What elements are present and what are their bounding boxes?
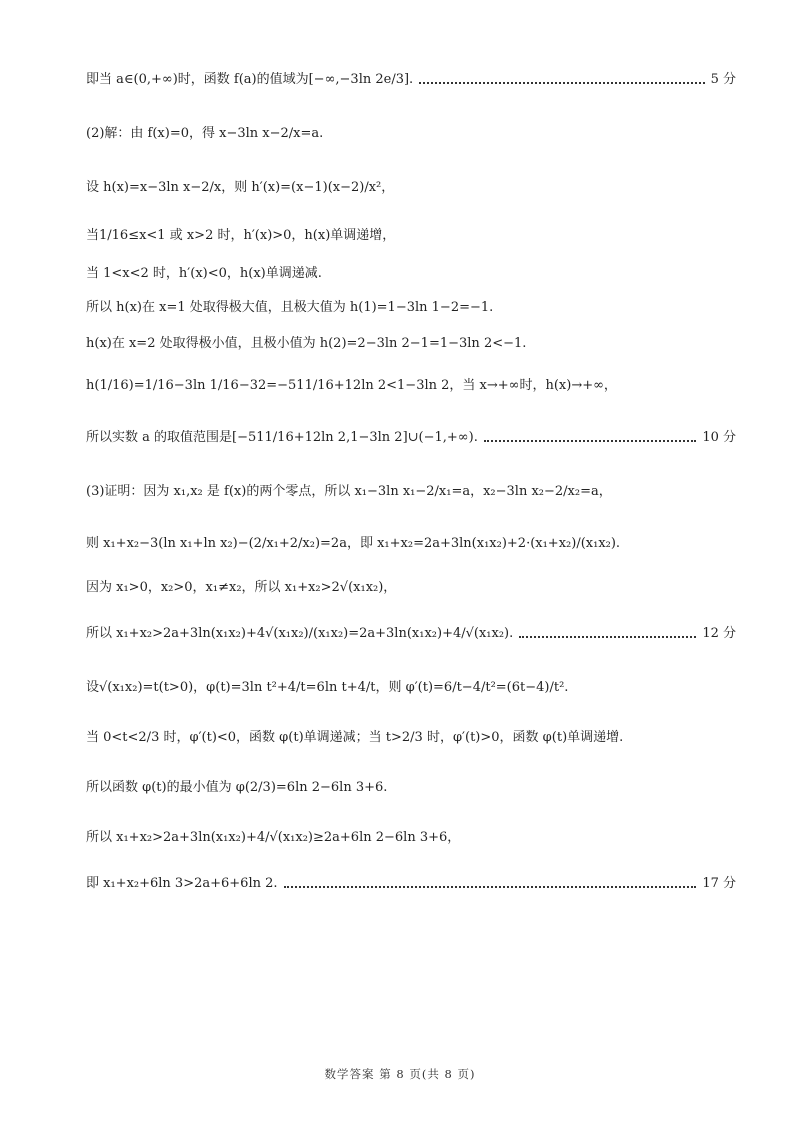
solution-line-4: [86, 226, 736, 246]
solution-line-14: [86, 678, 736, 698]
solution-line-8: [86, 376, 736, 396]
score-leader-dots: [519, 636, 696, 638]
line-text: 则 x₁+x₂−3(ln x₁+ln x₂)−(2/x₁+2/x₂)=2a，即 x₁+x₂=2a+3ln(x₁x₂)+2·(x₁+x₂)/(x₁x₂).: [86, 536, 621, 551]
solution-line-10: [86, 482, 736, 502]
score-leader-dots: [284, 886, 697, 888]
solution-line-15: [86, 728, 736, 748]
page-footer: 数学答案 第 8 页(共 8 页): [324, 1067, 476, 1081]
line-text: 所以函数 φ(t)的最小值为 φ(2/3)=6ln 2−6ln 3+6.: [86, 780, 388, 795]
line-text: 当 0<t<2/3 时，φ′(t)<0，函数 φ(t)单调递减；当 t>2/3 时，φ′(t)>0，函数 φ(t)单调递增.: [86, 730, 624, 745]
solution-line-3: [86, 178, 736, 198]
solution-line-7: [86, 334, 736, 354]
line-text: 所以 x₁+x₂>2a+3ln(x₁x₂)+4√(x₁x₂)/(x₁x₂)=2a+3ln(x₁x₂)+4/√(x₁x₂).: [86, 626, 514, 641]
line-text: 所以实数 a 的取值范围是[−511/16+12ln 2,1−3ln 2]∪(−1,+∞).: [86, 430, 478, 445]
solution-line-9: [86, 428, 736, 448]
line-text: (3)证明：因为 x₁,x₂ 是 f(x)的两个零点，所以 x₁−3ln x₁−2/x₁=a，x₂−3ln x₂−2/x₂=a，: [86, 484, 612, 499]
line-text: h(1/16)=1/16−3ln 1/16−32=−511/16+12ln 2<1−3ln 2，当 x→+∞时，h(x)→+∞，: [86, 378, 617, 393]
score-leader-dots: [419, 82, 704, 84]
line-text: 即 x₁+x₂+6ln 3>2a+6+6ln 2.: [86, 876, 278, 891]
score-mark: 10 分: [702, 430, 736, 445]
line-text: 当1/16≤x<1 或 x>2 时，h′(x)>0，h(x)单调递增，: [86, 228, 396, 243]
line-text: (2)解：由 f(x)=0，得 x−3ln x−2/x=a.: [86, 126, 324, 141]
score-mark: 17 分: [702, 876, 736, 891]
line-text: 所以 x₁+x₂>2a+3ln(x₁x₂)+4/√(x₁x₂)≥2a+6ln 2−6ln 3+6，: [86, 830, 461, 845]
line-text: h(x)在 x=2 处取得极小值，且极小值为 h(2)=2−3ln 2−1=1−3ln 2<−1.: [86, 336, 527, 351]
solution-line-11: [86, 534, 736, 554]
solution-line-13: [86, 624, 736, 644]
solution-line-1: [86, 70, 736, 90]
score-mark: 12 分: [702, 626, 736, 641]
line-text: 设 h(x)=x−3ln x−2/x，则 h′(x)=(x−1)(x−2)/x²，: [86, 180, 395, 195]
line-text: 设√(x₁x₂)=t(t>0)，φ(t)=3ln t²+4/t=6ln t+4/t，则 φ′(t)=6/t−4/t²=(6t−4)/t².: [86, 680, 569, 695]
solution-line-17: [86, 828, 736, 848]
solution-line-18: [86, 874, 736, 894]
solution-line-12: [86, 578, 736, 598]
line-text: 当 1<x<2 时，h′(x)<0，h(x)单调递减.: [86, 266, 322, 281]
score-mark: 5 分: [710, 72, 736, 87]
line-text: 即当 a∈(0,+∞)时，函数 f(a)的值域为[−∞,−3ln 2e/3].: [86, 72, 414, 87]
solution-line-6: [86, 298, 736, 318]
solution-line-16: [86, 778, 736, 798]
line-text: 因为 x₁>0，x₂>0，x₁≠x₂，所以 x₁+x₂>2√(x₁x₂)，: [86, 580, 397, 595]
score-leader-dots: [484, 440, 696, 442]
line-text: 所以 h(x)在 x=1 处取得极大值，且极大值为 h(1)=1−3ln 1−2=−1.: [86, 300, 494, 315]
solution-line-2: [86, 124, 736, 144]
solution-line-5: [86, 264, 736, 284]
